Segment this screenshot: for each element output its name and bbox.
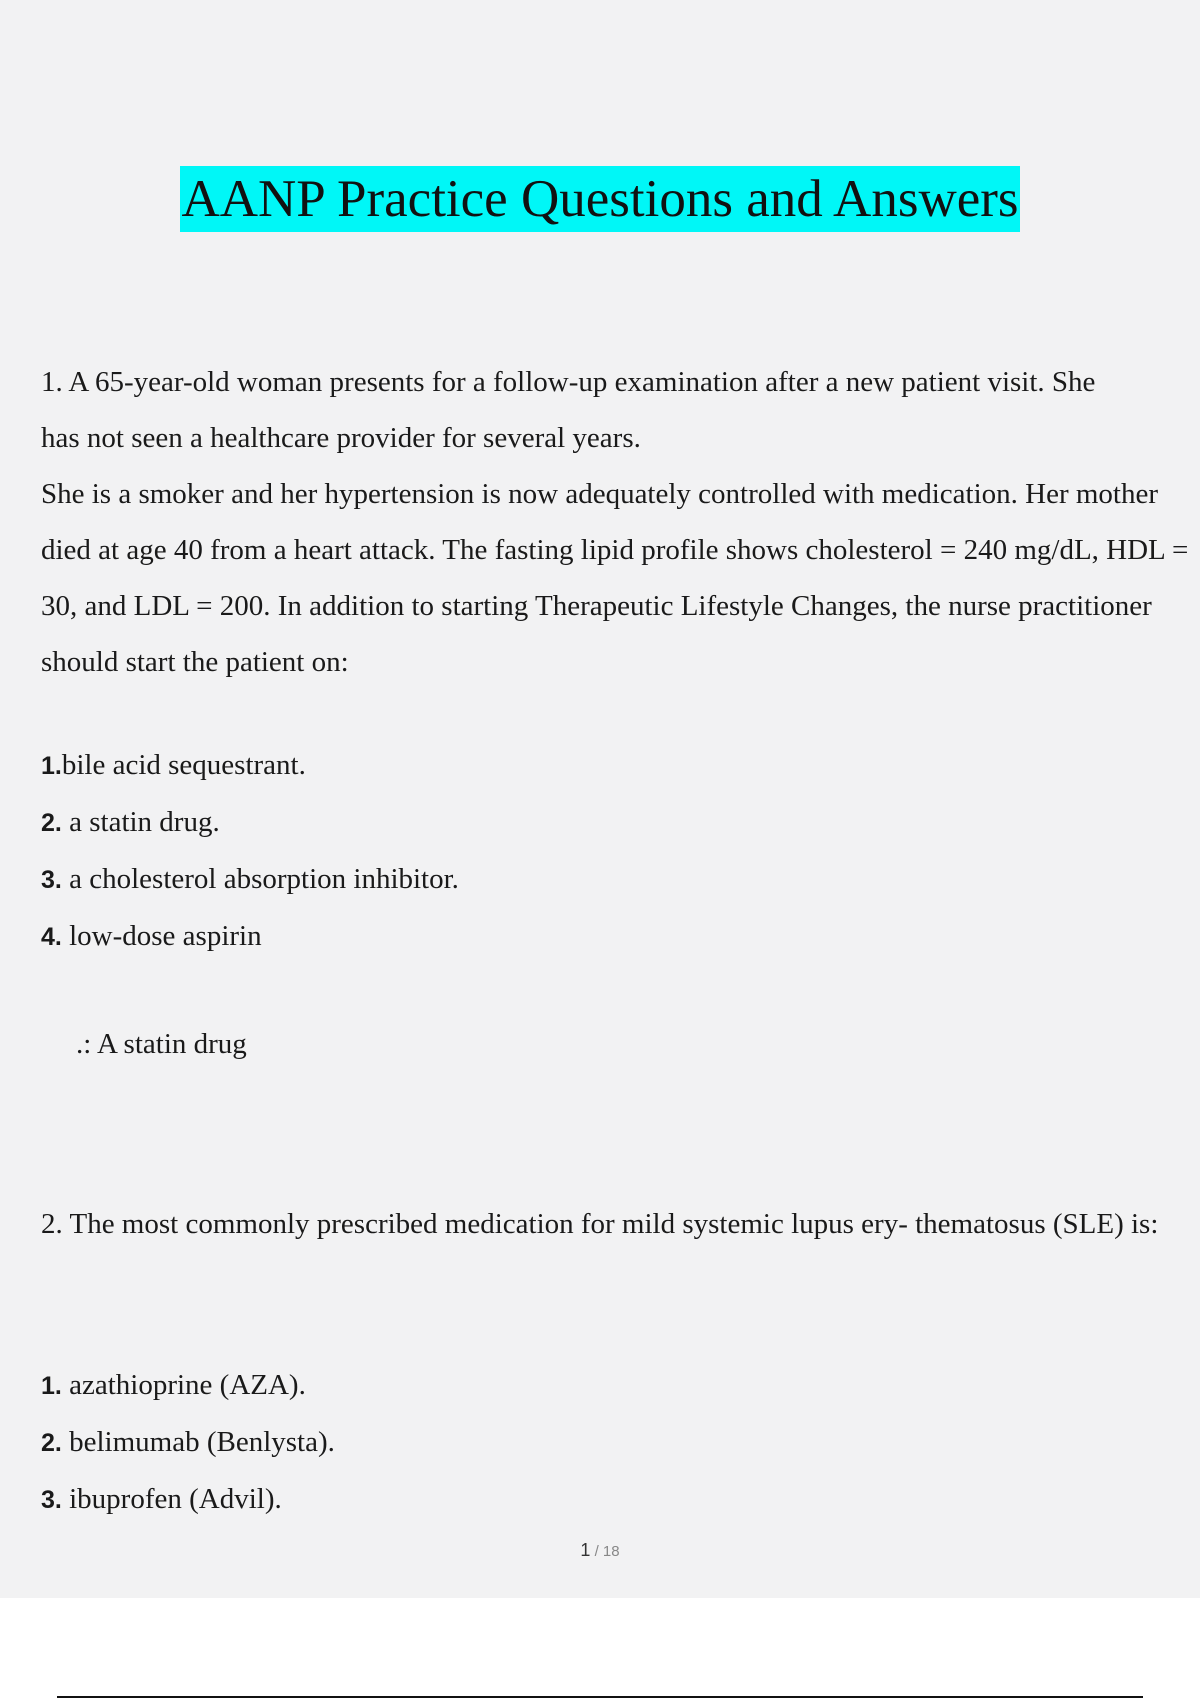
question-1-option-1	[41, 737, 459, 794]
question-2-option-3	[41, 1471, 335, 1528]
question-2-options	[41, 1357, 335, 1528]
option-number: 3.	[41, 1486, 62, 1514]
option-text: a cholesterol absorption inhibitor.	[61, 863, 459, 895]
total-pages: / 18	[590, 1543, 620, 1560]
question-2-stem	[41, 1196, 1191, 1252]
option-number: 1.	[41, 1372, 62, 1400]
question-2-paragraph-1: 2. The most commonly prescribed medication for mild systemic lupus ery- thematosus (SLE) is:	[41, 1208, 1159, 1240]
question-1-option-4	[41, 908, 459, 965]
title-container	[0, 166, 1200, 232]
option-text: azathioprine (AZA).	[61, 1369, 306, 1401]
option-text: ibuprofen (Advil).	[61, 1483, 282, 1515]
option-text: a statin drug.	[61, 806, 220, 838]
question-1-options	[41, 737, 459, 965]
question-1-option-2	[41, 794, 459, 851]
current-page-number: 1	[580, 1540, 591, 1560]
question-1-paragraph-1: 1. A 65-year-old woman presents for a follow-up examination after a new patient visit. She has not seen a healthcare provider for several years.	[41, 366, 1096, 454]
page-divider	[57, 1696, 1143, 1698]
question-2-option-2	[41, 1414, 335, 1471]
option-text: bile acid sequestrant.	[61, 749, 306, 781]
page-indicator	[0, 1540, 1200, 1561]
option-text: low-dose aspirin	[61, 920, 262, 952]
question-1-answer: .: A statin drug	[76, 1028, 247, 1060]
question-1-option-3	[41, 851, 459, 908]
page-title: AANP Practice Questions and Answers	[180, 166, 1019, 232]
question-1-paragraph-2: She is a smoker and her hypertension is now adequately controlled with medication. Her mother died at age 40 from a heart attack. The fasting lipid profile shows cholesterol = 240 mg/dL, HDL = 30, and LDL = 200. In addition to starting Therapeutic Lifestyle Changes, the nurse practitioner should start the patient on:	[41, 478, 1189, 678]
option-number: 2.	[41, 809, 62, 837]
question-1-stem	[41, 354, 1189, 690]
option-number: 2.	[41, 1429, 62, 1457]
option-number: 1.	[41, 752, 62, 780]
question-2-option-1	[41, 1357, 335, 1414]
option-number: 3.	[41, 866, 62, 894]
option-number: 4.	[41, 923, 62, 951]
option-text: belimumab (Benlysta).	[61, 1426, 335, 1458]
